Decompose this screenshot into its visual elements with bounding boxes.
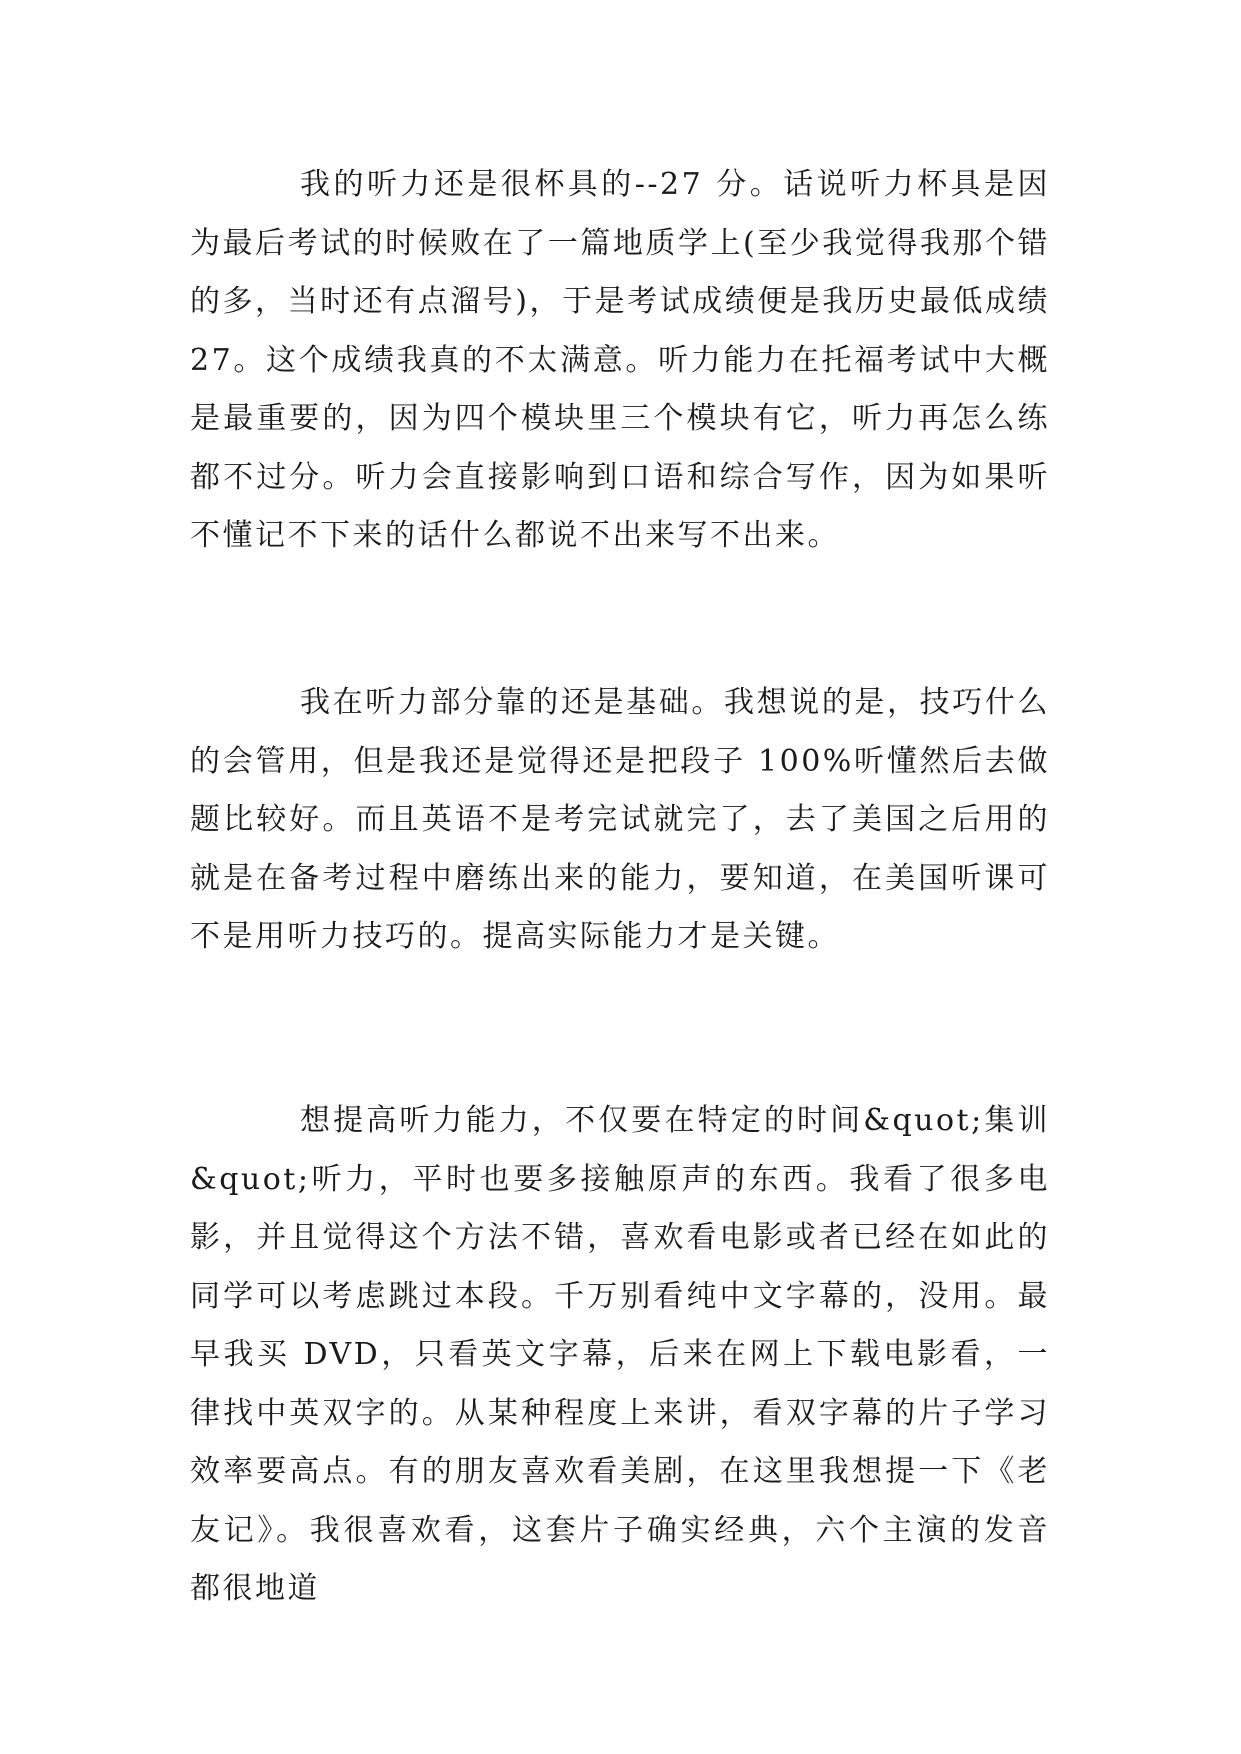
paragraph-2: 我在听力部分靠的还是基础。我想说的是，技巧什么的会管用，但是我还是觉得还是把段子 100%听懂然后去做题比较好。而且英语不是考完试就完了，去了美国之后用的就是在备考过程中磨练出来的能力，要知道，在美国听课可不是用听力技巧的。提高实际能力才是关键。 [190, 685, 1050, 954]
paragraph-1: 我的听力还是很杯具的--27 分。话说听力杯具是因为最后考试的时候败在了一篇地质学上(至少我觉得我那个错的多，当时还有点溜号)，于是考试成绩便是我历史最低成绩 27。这个成绩我真的不太满意。听力能力在托福考试中大概是最重要的，因为四个模块里三个模块有它，听力再怎么练都不过分。听力会直接影响到口语和综合写作，因为如果听不懂记不下来的话什么都说不出来写不出来。 [190, 167, 1050, 553]
paragraph-3: 想提高听力能力，不仅要在特定的时间&quot;集训&quot;听力，平时也要多接触原声的东西。我看了很多电影，并且觉得这个方法不错，喜欢看电影或者已经在如此的同学可以考虑跳过本段。千万别看纯中文字幕的，没用。最早我买 DVD，只看英文字幕，后来在网上下载电影看，一律找中英双字的。从某种程度上来讲，看双字幕的片子学习效率要高点。有的朋友喜欢看美剧，在这里我想提一下《老友记》。我很喜欢看，这套片子确实经典，六个主演的发音都很地道 [190, 1103, 1050, 1606]
